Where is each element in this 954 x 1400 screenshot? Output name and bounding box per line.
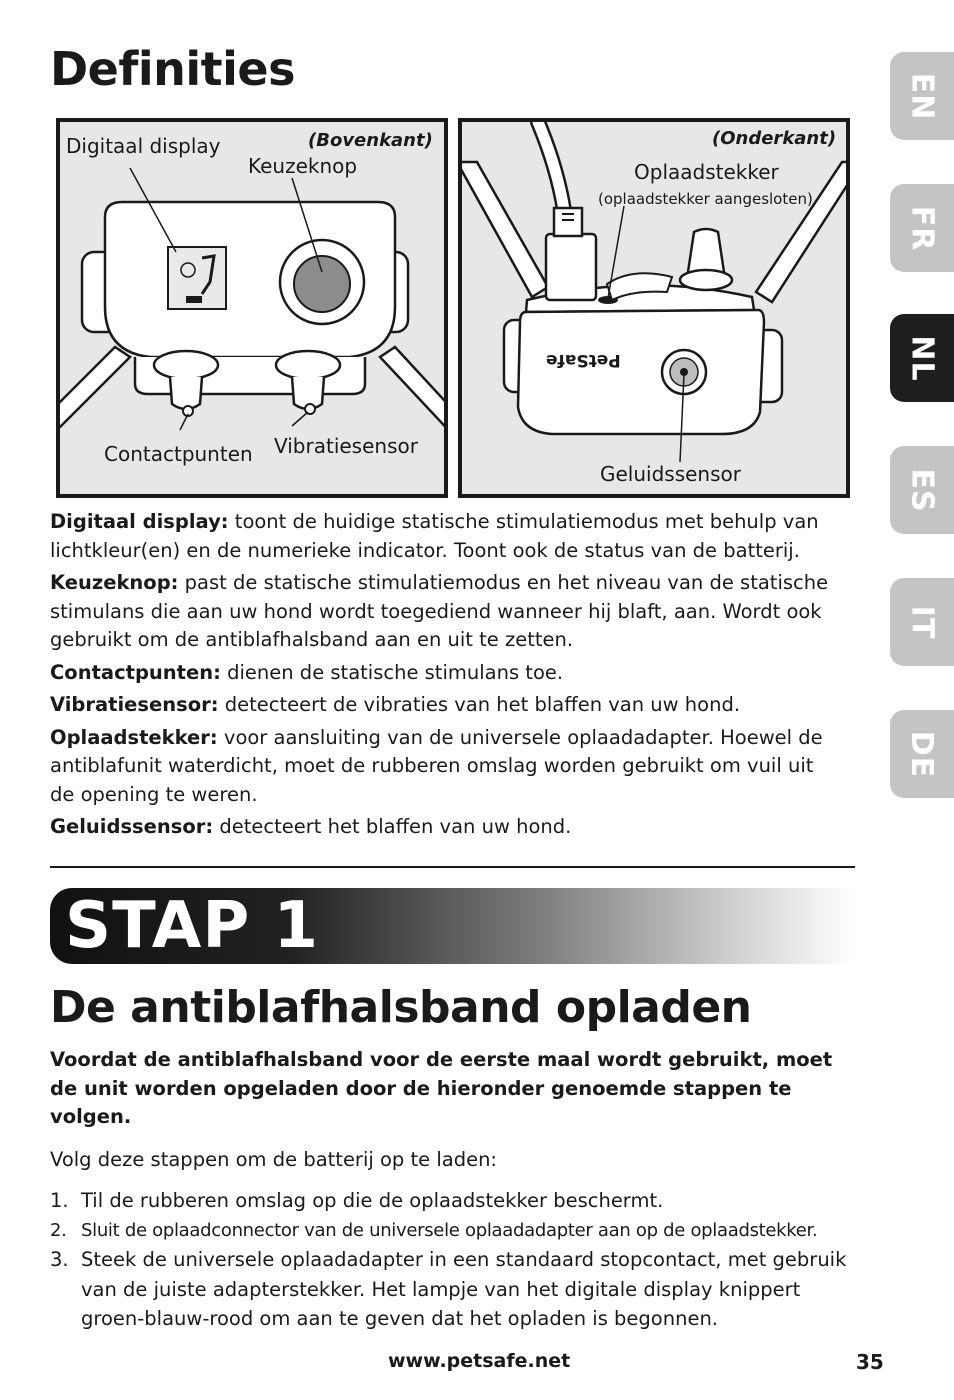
intro-paragraph: Voordat de antiblafhalsband voor de eerste maal wordt gebruikt, moet de unit worden opgeladen door de hieronder genoemde stappen te volgen. (50, 1048, 833, 1128)
display-label: Digitaal display (66, 134, 221, 158)
top-view-tag: (Bovenkant) (308, 130, 433, 151)
language-tab-label: ES (904, 467, 940, 513)
language-tab-label: IT (904, 605, 940, 639)
step-number: 1. (50, 1189, 69, 1212)
language-tab-en[interactable] (890, 52, 954, 140)
bottom-view-tag: (Onderkant) (712, 128, 837, 149)
page-number: 35 (856, 1350, 884, 1374)
definition-text: detecteert het blaffen van uw hond. (213, 815, 572, 838)
language-tab-label: DE (904, 730, 940, 778)
vibration-sensor-label: Vibratiesensor (274, 434, 418, 458)
definitions-list (50, 508, 840, 846)
charge-port-label: Oplaadstekker (634, 160, 779, 184)
step-item (50, 1186, 850, 1216)
definition-item (50, 659, 840, 688)
step-banner-label: STAP 1 (65, 889, 320, 963)
step-banner (50, 888, 855, 964)
language-tab-label: EN (904, 72, 940, 120)
definition-term: Oplaadstekker: (50, 725, 218, 749)
charge-port-note: (oplaadstekker aangesloten) (598, 190, 813, 208)
definition-text: voor aansluiting van de universele oplaadadapter. Hoewel de antiblafunit waterdicht, moet de rubberen omslag worden gebruikt om vuil uit de opening te weren. (50, 725, 823, 806)
language-tab-it[interactable] (890, 578, 954, 666)
brand-logo: PetSafe (546, 350, 621, 370)
lead-text: Volg deze stappen om de batterij op te laden: (50, 1148, 498, 1171)
language-tab-nl[interactable] (890, 314, 954, 402)
step-number: 3. (50, 1248, 69, 1271)
definition-term: Contactpunten: (50, 660, 221, 684)
section-title: De antiblafhalsband opladen (50, 982, 752, 1033)
knob-label: Keuzeknop (248, 154, 358, 178)
step-text: Til de rubberen omslag op die de oplaadstekker beschermt. (81, 1189, 664, 1212)
definition-item (50, 569, 840, 655)
sound-sensor-label: Geluidssensor (600, 462, 741, 486)
section-divider (50, 866, 855, 868)
definition-term: Keuzeknop: (50, 571, 179, 594)
language-tab-es[interactable] (890, 446, 954, 534)
definition-term: Geluidssensor: (50, 815, 214, 838)
language-tab-fr[interactable] (890, 184, 954, 272)
definition-item (50, 508, 840, 565)
definition-text: dienen de statische stimulans toe. (220, 660, 564, 684)
step-text: Sluit de oplaadconnector van de universele oplaadadapter aan op de oplaadstekker. (81, 1219, 818, 1241)
steps-list (50, 1186, 850, 1334)
contacts-label: Contactpunten (104, 442, 253, 466)
collar-bottom-view-figure (458, 118, 850, 498)
step-number: 2. (50, 1219, 67, 1241)
step-item (50, 1216, 850, 1246)
footer-url: www.petsafe.net (388, 1350, 571, 1372)
definition-term: Digitaal display: (50, 510, 229, 533)
step-item (50, 1245, 850, 1334)
definition-text: past de statische stimulatiemodus en het niveau van de statische stimulans die aan uw hond wordt toegediend wanneer hij blaft, aan. Wordt ook gebruikt om de antiblafhalsband aan en uit te zetten. (50, 571, 829, 651)
language-tab-de[interactable] (890, 710, 954, 798)
definition-text: toont de huidige statische stimulatiemodus met behulp van lichtkleur(en) en de numerieke indicator. Toont ook de status van de batterij. (50, 510, 819, 562)
page-title: Definities (50, 42, 296, 96)
language-tab-label: FR (904, 205, 940, 251)
language-tab-label: NL (904, 334, 940, 382)
definition-term: Vibratiesensor: (50, 693, 219, 716)
collar-top-view-figure (56, 118, 448, 498)
definition-item (50, 691, 840, 720)
definition-item (50, 724, 840, 810)
definition-text: detecteert de vibraties van het blaffen van uw hond. (218, 693, 741, 716)
definition-item (50, 813, 840, 842)
step-text: Steek de universele oplaadadapter in een standaard stopcontact, met gebruik van de juiste adapterstekker. Het lampje van het digitale display knippert groen-blauw-rood om aan te geven dat het opladen is begonnen. (81, 1248, 847, 1330)
